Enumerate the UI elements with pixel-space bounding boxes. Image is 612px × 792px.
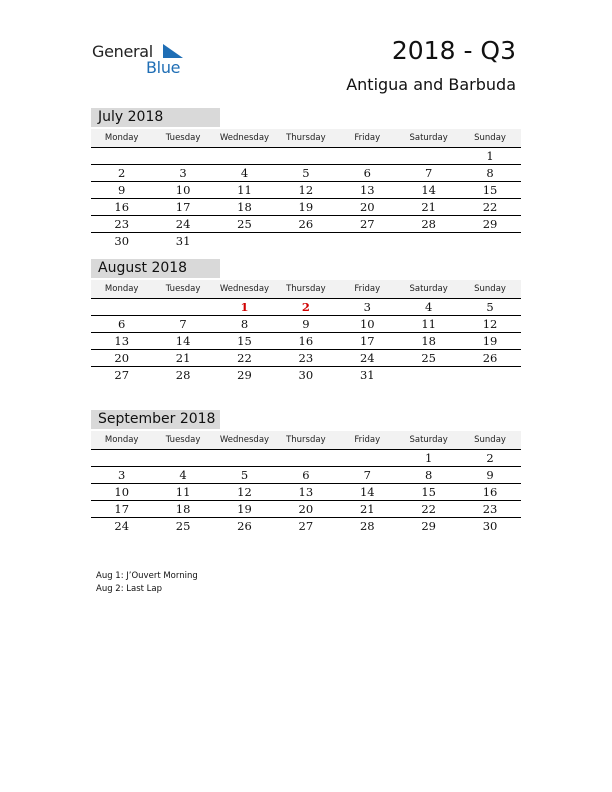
weekday-label: Tuesday bbox=[165, 133, 201, 143]
day-cell: 23 bbox=[114, 217, 130, 231]
day-cell bbox=[91, 450, 152, 466]
day-cell: 21 bbox=[175, 351, 191, 365]
day-cell: 18 bbox=[237, 200, 252, 214]
day-cell: 18 bbox=[421, 334, 436, 348]
day-cell bbox=[214, 450, 275, 466]
week-row bbox=[91, 216, 521, 233]
day-cell: 1 bbox=[486, 149, 494, 163]
day-cell: 8 bbox=[486, 166, 494, 180]
month-july bbox=[91, 108, 521, 249]
day-cell bbox=[275, 233, 336, 249]
day-cell: 15 bbox=[482, 183, 498, 197]
day-cell bbox=[459, 367, 520, 383]
day-cell: 15 bbox=[237, 334, 252, 348]
day-cell: 11 bbox=[421, 317, 436, 331]
day-cell: 30 bbox=[298, 368, 314, 382]
holiday-note: Aug 1: J’Ouvert Morning bbox=[96, 571, 198, 581]
day-cell bbox=[152, 299, 213, 315]
day-cell: 26 bbox=[482, 351, 498, 365]
day-cell bbox=[152, 148, 213, 164]
day-cell: 11 bbox=[175, 485, 191, 499]
weekday-label: Monday bbox=[104, 435, 139, 445]
day-cell: 12 bbox=[237, 485, 252, 499]
day-cell: 18 bbox=[175, 502, 191, 516]
weekday-header-row bbox=[91, 431, 521, 450]
day-cell: 17 bbox=[175, 200, 191, 214]
week-row bbox=[91, 350, 521, 367]
day-cell: 20 bbox=[114, 351, 130, 365]
day-cell bbox=[398, 233, 459, 249]
weekday-label: Sunday bbox=[474, 133, 506, 143]
day-cell: 8 bbox=[424, 468, 433, 482]
day-cell: 13 bbox=[359, 183, 375, 197]
day-cell: 30 bbox=[114, 234, 130, 248]
weekday-label: Saturday bbox=[409, 435, 448, 445]
weekday-label: Wednesday bbox=[219, 284, 270, 294]
day-cell: 10 bbox=[175, 183, 191, 197]
day-cell: 7 bbox=[179, 317, 187, 331]
day-cell: 21 bbox=[359, 502, 375, 516]
week-row bbox=[91, 148, 521, 165]
day-cell: 28 bbox=[175, 368, 191, 382]
day-cell: 25 bbox=[237, 217, 252, 231]
day-cell: 27 bbox=[114, 368, 130, 382]
day-cell: 2 bbox=[118, 166, 126, 180]
day-cell: 24 bbox=[175, 217, 191, 231]
day-cell bbox=[214, 148, 275, 164]
day-cell: 6 bbox=[363, 166, 371, 180]
day-cell: 29 bbox=[421, 519, 436, 533]
logo-text-general: General bbox=[92, 42, 153, 61]
day-cell: 29 bbox=[237, 368, 252, 382]
day-cell bbox=[459, 233, 520, 249]
page-title: 2018 - Q3 bbox=[391, 36, 516, 65]
week-row bbox=[91, 233, 521, 249]
month-august bbox=[91, 259, 521, 383]
weekday-label: Wednesday bbox=[219, 133, 270, 143]
day-cell: 29 bbox=[482, 217, 498, 231]
day-cell: 30 bbox=[482, 519, 498, 533]
week-row bbox=[91, 182, 521, 199]
month-title: August 2018 bbox=[91, 259, 220, 278]
day-cell: 31 bbox=[359, 368, 375, 382]
weekday-label: Monday bbox=[104, 133, 139, 143]
weekday-label: Friday bbox=[354, 435, 381, 445]
day-cell: 5 bbox=[240, 468, 249, 482]
day-cell bbox=[214, 233, 275, 249]
day-cell: 16 bbox=[482, 485, 498, 499]
day-cell: 13 bbox=[114, 334, 130, 348]
day-cell: 17 bbox=[359, 334, 375, 348]
day-cell: 9 bbox=[486, 468, 494, 482]
day-cell bbox=[398, 148, 459, 164]
weekday-label: Thursday bbox=[286, 435, 326, 445]
day-cell: 15 bbox=[421, 485, 436, 499]
weekday-label: Friday bbox=[354, 133, 381, 143]
day-cell: 31 bbox=[175, 234, 191, 248]
day-cell: 19 bbox=[482, 334, 498, 348]
day-cell: 22 bbox=[421, 502, 436, 516]
logo bbox=[92, 42, 192, 78]
day-cell: 12 bbox=[482, 317, 498, 331]
day-cell: 14 bbox=[359, 485, 375, 499]
day-cell: 14 bbox=[175, 334, 191, 348]
day-cell: 3 bbox=[118, 468, 126, 482]
week-row bbox=[91, 299, 521, 316]
day-cell: 7 bbox=[424, 166, 433, 180]
day-cell bbox=[275, 148, 336, 164]
day-cell: 27 bbox=[359, 217, 375, 231]
week-row bbox=[91, 467, 521, 484]
holiday-notes bbox=[96, 570, 198, 596]
weekday-label: Friday bbox=[354, 284, 381, 294]
day-cell: 4 bbox=[179, 468, 187, 482]
day-cell: 28 bbox=[421, 217, 436, 231]
month-title: September 2018 bbox=[91, 410, 220, 429]
week-row bbox=[91, 484, 521, 501]
day-cell: 16 bbox=[114, 200, 130, 214]
day-cell: 21 bbox=[421, 200, 436, 214]
logo-text-blue: Blue bbox=[146, 58, 181, 77]
day-cell: 25 bbox=[175, 519, 191, 533]
weekday-label: Thursday bbox=[286, 284, 326, 294]
day-cell: 20 bbox=[298, 502, 314, 516]
day-cell: 19 bbox=[237, 502, 252, 516]
week-row bbox=[91, 199, 521, 216]
weekday-label: Tuesday bbox=[165, 435, 201, 445]
day-cell: 3 bbox=[179, 166, 187, 180]
day-cell: 3 bbox=[363, 300, 371, 314]
month-title: July 2018 bbox=[91, 108, 220, 127]
day-cell: 23 bbox=[482, 502, 498, 516]
day-cell: 22 bbox=[482, 200, 498, 214]
week-row bbox=[91, 501, 521, 518]
day-cell: 23 bbox=[298, 351, 314, 365]
week-row bbox=[91, 518, 521, 534]
day-cell: 19 bbox=[298, 200, 314, 214]
day-cell: 7 bbox=[363, 468, 371, 482]
day-cell bbox=[398, 367, 459, 383]
day-cell: 24 bbox=[114, 519, 130, 533]
day-cell: 28 bbox=[359, 519, 375, 533]
day-cell: 20 bbox=[359, 200, 375, 214]
day-cell: 1 bbox=[424, 451, 433, 465]
day-cell: 5 bbox=[486, 300, 494, 314]
day-cell: 13 bbox=[298, 485, 314, 499]
day-cell bbox=[91, 148, 152, 164]
day-cell: 25 bbox=[421, 351, 436, 365]
day-cell: 4 bbox=[240, 166, 249, 180]
weekday-label: Sunday bbox=[474, 284, 506, 294]
week-row bbox=[91, 316, 521, 333]
day-cell: 1 bbox=[240, 300, 249, 314]
day-cell: 6 bbox=[118, 317, 126, 331]
week-row bbox=[91, 333, 521, 350]
day-cell: 4 bbox=[424, 300, 433, 314]
day-cell: 9 bbox=[302, 317, 310, 331]
day-cell bbox=[337, 148, 398, 164]
logo-flag-icon bbox=[163, 44, 183, 58]
weekday-label: Monday bbox=[104, 284, 139, 294]
day-cell: 17 bbox=[114, 502, 130, 516]
weekday-label: Saturday bbox=[409, 133, 448, 143]
weekday-label: Thursday bbox=[286, 133, 326, 143]
day-cell: 10 bbox=[114, 485, 130, 499]
day-cell: 5 bbox=[302, 166, 310, 180]
day-cell: 26 bbox=[298, 217, 314, 231]
day-cell: 10 bbox=[359, 317, 375, 331]
day-cell bbox=[337, 233, 398, 249]
weekday-label: Saturday bbox=[409, 284, 448, 294]
weekday-header-row bbox=[91, 129, 521, 148]
country-name: Antigua and Barbuda bbox=[346, 75, 516, 94]
week-row bbox=[91, 165, 521, 182]
day-cell: 6 bbox=[302, 468, 310, 482]
day-cell: 16 bbox=[298, 334, 314, 348]
day-cell: 2 bbox=[301, 300, 310, 314]
day-cell: 24 bbox=[359, 351, 375, 365]
weekday-label: Sunday bbox=[474, 435, 506, 445]
day-cell bbox=[152, 450, 213, 466]
day-cell: 27 bbox=[298, 519, 314, 533]
day-cell: 11 bbox=[237, 183, 252, 197]
day-cell bbox=[337, 450, 398, 466]
week-row bbox=[91, 367, 521, 383]
day-cell bbox=[275, 450, 336, 466]
day-cell: 22 bbox=[237, 351, 252, 365]
weekday-label: Tuesday bbox=[165, 284, 201, 294]
day-cell: 9 bbox=[118, 183, 126, 197]
day-cell: 8 bbox=[240, 317, 249, 331]
day-cell: 26 bbox=[237, 519, 252, 533]
weekday-header-row bbox=[91, 280, 521, 299]
day-cell: 12 bbox=[298, 183, 314, 197]
month-september bbox=[91, 410, 521, 534]
weekday-label: Wednesday bbox=[219, 435, 270, 445]
day-cell: 2 bbox=[486, 451, 494, 465]
holiday-note: Aug 2: Last Lap bbox=[96, 584, 163, 594]
day-cell: 14 bbox=[421, 183, 436, 197]
day-cell bbox=[91, 299, 152, 315]
week-row bbox=[91, 450, 521, 467]
